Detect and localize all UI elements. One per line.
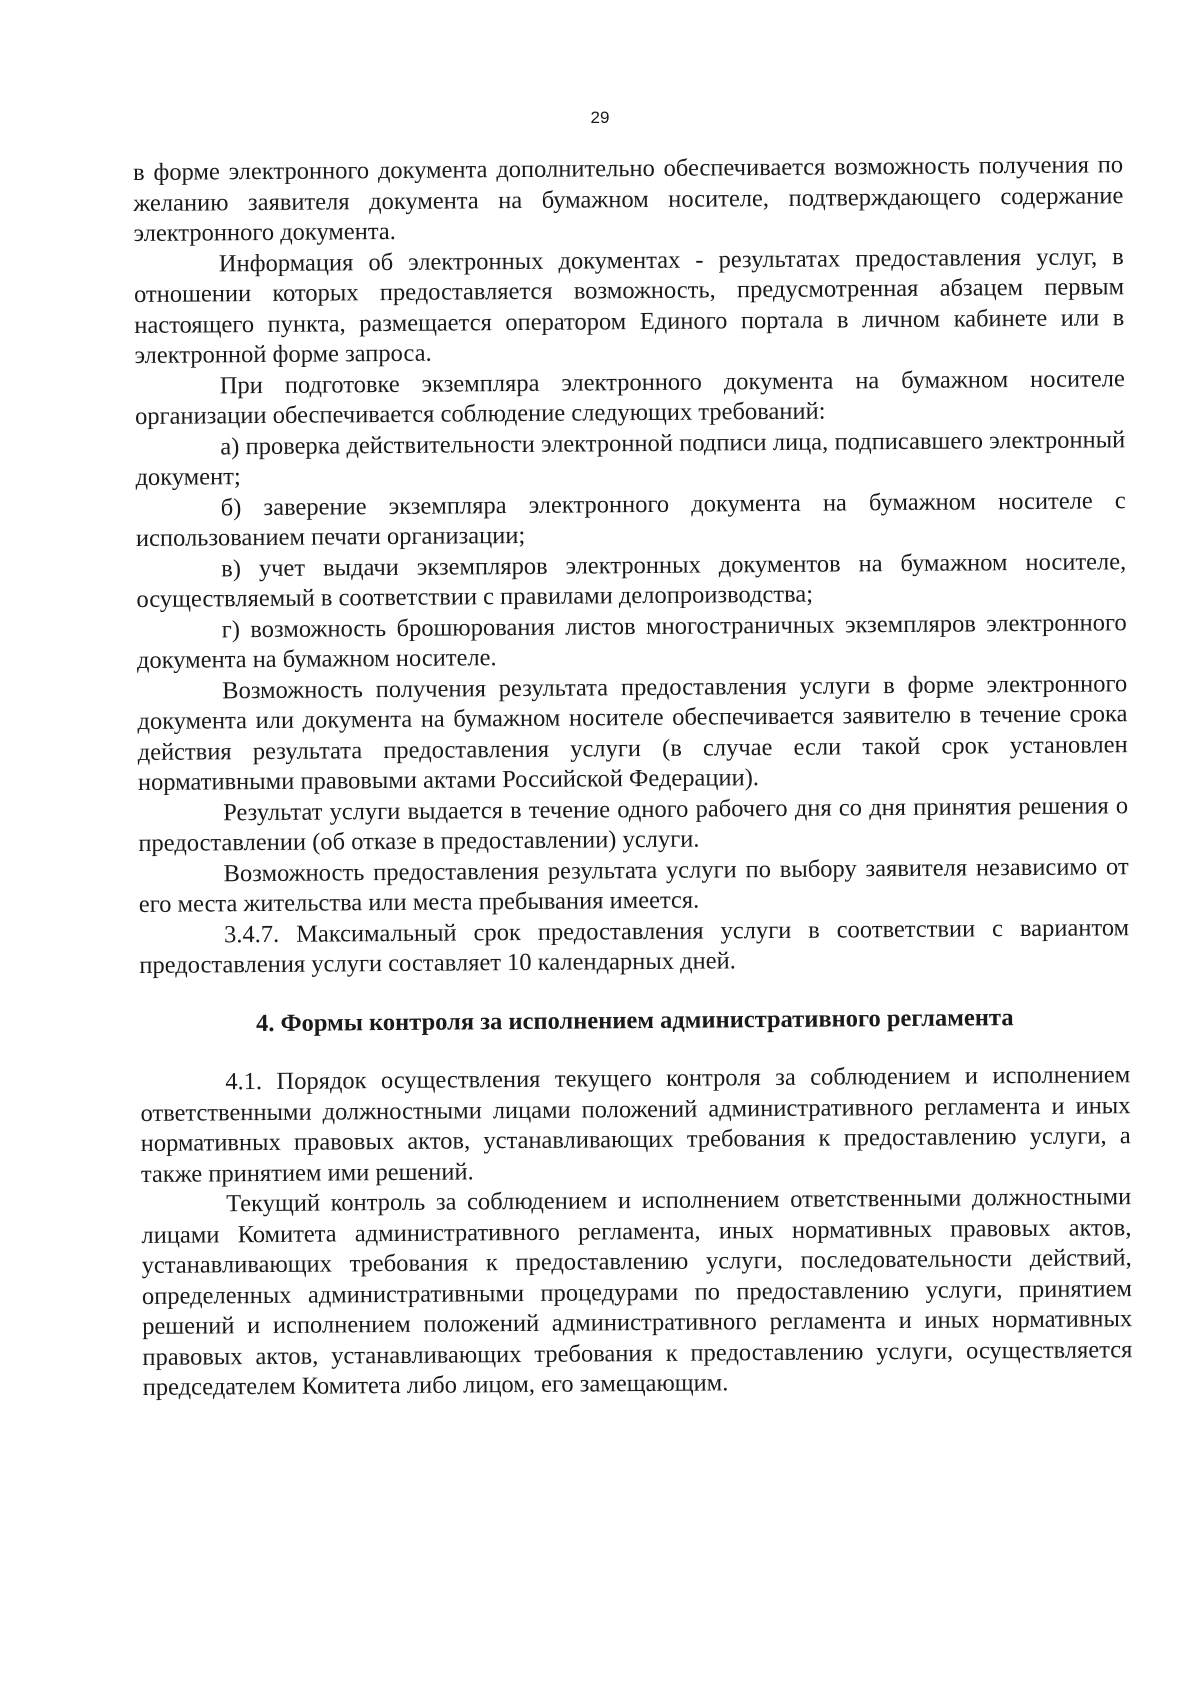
paragraph: Возможность предоставления результата услуги по выбору заявителя независимо от его места жительства или места пребывания имеется. xyxy=(138,852,1129,918)
paragraph: При подготовке экземпляра электронного документа на бумажном носителе организации обеспечивается соблюдение следующих требований: xyxy=(134,364,1125,430)
paragraph: Результат услуги выдается в течение одного рабочего дня со дня принятия решения о предоставлении (об отказе в предоставлении) услуги. xyxy=(138,791,1129,857)
paragraph: Информация об электронных документах - результатах предоставления услуг, в отношении которых предоставляется возможность, предусмотренная абзацем первым настоящего пункта, размещается оператором Единого портала в личном кабинете или в электронной форме запроса. xyxy=(133,242,1125,369)
list-item-b: б) заверение экземпляра электронного документа на бумажном носителе с использованием печати организации; xyxy=(135,486,1126,552)
clause-3-4-7: 3.4.7. Максимальный срок предоставления услуги в соответствии с вариантом предоставления услуги составляет 10 календарных дней. xyxy=(139,913,1130,979)
list-item-a: а) проверка действительности электронной подписи лица, подписавшего электронный документ; xyxy=(135,425,1126,491)
clause-4-1: 4.1. Порядок осуществления текущего контроля за соблюдением и исполнением ответственными должностными лицами положений административного регламента и иных нормативных правовых актов, устанавливающих требования к предоставлению услуги, а также принятием ими решений. xyxy=(140,1061,1131,1188)
section-heading: 4. Формы контроля за исполнением административного регламента xyxy=(255,1003,1014,1037)
list-item-g: г) возможность брошюрования листов многостраничных экземпляров электронного документа на бумажном носителе. xyxy=(136,608,1127,674)
paragraph: Возможность получения результата предоставления услуги в форме электронного документа или документа на бумажном носителе обеспечивается заявителю в течение срока действия результата предоставления услуги (в случае если такой срок установлен нормативными правовыми актами Российской Федерации). xyxy=(137,669,1128,796)
list-item-v: в) учет выдачи экземпляров электронных документов на бумажном носителе, осуществляемый в соответствии с правилами делопроизводства; xyxy=(136,547,1127,613)
paragraph-continuation: в форме электронного документа дополнительно обеспечивается возможность получения по желанию заявителя документа на бумажном носителе, подтверждающего содержание электронного документа. xyxy=(133,151,1124,247)
paragraph: Текущий контроль за соблюдением и исполнением ответственными должностными лицами Комитета административного регламента, иных нормативных правовых актов, устанавливающих требования к предоставлению услуги, последовательности действий, определенных административными процедурами по предоставлению услуги, принятием решений и исполнением положений административного регламента и иных нормативных правовых актов, устанавливающих требования к предоставлению услуги, осуществляется председателем Комитета либо лицом, его замещающим. xyxy=(141,1183,1133,1401)
document-body xyxy=(133,150,1133,1403)
page-number: 29 xyxy=(590,108,610,127)
